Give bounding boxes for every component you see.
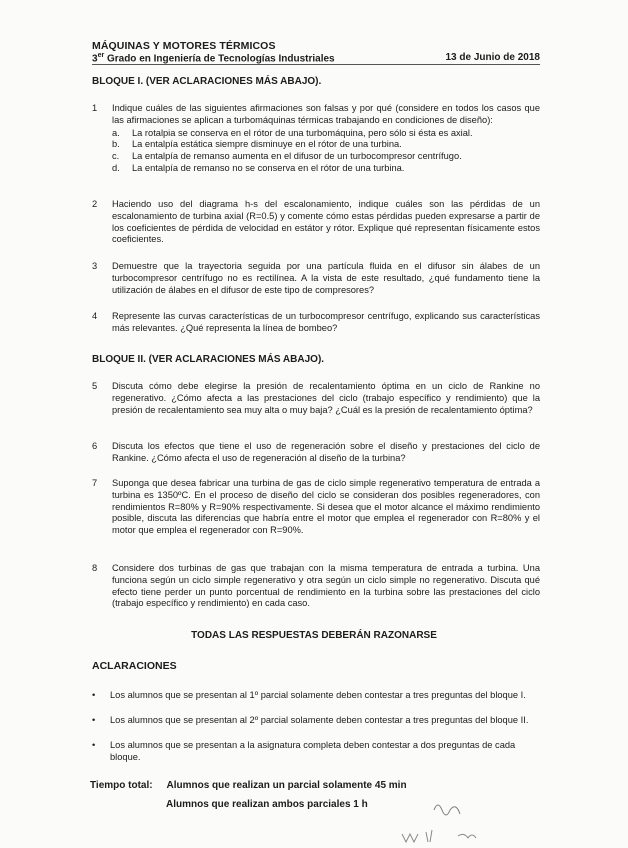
bullet-icon: • bbox=[92, 715, 96, 725]
question-text: Considere dos turbinas de gas que trabajan con la misma temperatura de entrada a turbina. Una funciona según un ciclo simple regenerativo y otra según un ciclo simple no regenerativo. Discuta qué efecto tiene perder un punto porcentual de rendimiento en la turbina sobre las prestaciones del ciclo (trabajo específico y rendimiento) en cada caso. bbox=[112, 563, 540, 609]
question-5 bbox=[92, 381, 540, 416]
total-time-label: Tiempo total: bbox=[90, 780, 153, 791]
question-3 bbox=[92, 261, 540, 296]
question-number: 1 bbox=[92, 103, 98, 113]
question-text: Haciendo uso del diagrama h-s del escalonamiento, indique cuáles son las pérdidas de un escalonamiento de turbina axial (R=0.5) y comente cómo estas pérdidas pueden expresarse a partir de los coeficientes de pérdida de velocidad en estátor y rótor. Explique qué representan físicamente estos coeficientes. bbox=[112, 199, 540, 245]
question-number: 3 bbox=[92, 261, 98, 271]
degree-name: Grado en Ingeniería de Tecnologías Industriales bbox=[104, 53, 335, 65]
question-text: Suponga que desea fabricar una turbina de gas de ciclo simple regenerativo temperatura de entrada a turbina es 1350ºC. En el proceso de diseño del ciclo se consideran dos posibles regeneradores, con rendimientos R=80% y R=90% respectivamente. Si desea que el motor alcance el máximo rendimiento posible, discuta las diferencias que habría entre el motor que emplea el regenerador con R=80% y el motor que emplea el regenerador con R=90%. bbox=[112, 478, 540, 536]
question-number: 8 bbox=[92, 563, 98, 573]
degree-line bbox=[92, 52, 335, 64]
option-a bbox=[112, 128, 540, 140]
question-2 bbox=[92, 199, 540, 246]
clarification-text: Los alumnos que se presentan al 1º parcial solamente deben contestar a tres preguntas del bloque I. bbox=[110, 690, 526, 700]
question-1-options bbox=[112, 128, 540, 175]
option-letter: a. bbox=[112, 127, 120, 138]
question-text: Discuta los efectos que tiene el uso de regeneración sobre el diseño y prestaciones del ciclo de Rankine. ¿Cómo afecta el uso de regeneración al diseño de la turbina? bbox=[112, 441, 540, 463]
question-4 bbox=[92, 311, 540, 335]
header-divider bbox=[92, 64, 540, 65]
option-letter: c. bbox=[112, 151, 120, 162]
option-d bbox=[112, 163, 540, 175]
clarification-item bbox=[92, 740, 540, 764]
option-text: La entalpía de remanso aumenta en el difusor de un turbocompresor centrífugo. bbox=[132, 151, 462, 162]
block-2-title: BLOQUE II. (VER ACLARACIONES MÁS ABAJO). bbox=[92, 354, 325, 365]
question-number: 7 bbox=[92, 478, 98, 488]
exam-date: 13 de Junio de 2018 bbox=[445, 52, 540, 63]
clarification-text: Los alumnos que se presentan al 2º parcial solamente deben contestar a tres preguntas del bloque II. bbox=[110, 715, 529, 725]
question-6 bbox=[92, 441, 540, 465]
total-time bbox=[90, 780, 407, 791]
time-single-partial: Alumnos que realizan un parcial solamente 45 min bbox=[166, 780, 407, 791]
block-1-title: BLOQUE I. (VER ACLARACIONES MÁS ABAJO). bbox=[92, 76, 322, 87]
reasoning-note: TODAS LAS RESPUESTAS DEBERÁN RAZONARSE bbox=[191, 630, 437, 641]
clarification-item bbox=[92, 690, 540, 702]
question-7 bbox=[92, 478, 540, 537]
degree-ordinal: 3 bbox=[92, 53, 98, 65]
question-text: Represente las curvas características de un turbocompresor centrífugo, explicando sus características más relevantes. ¿Qué representa la línea de bombeo? bbox=[112, 311, 540, 333]
question-number: 2 bbox=[92, 199, 98, 209]
question-text: Demuestre que la trayectoria seguida por una partícula fluida en el difusor sin álabes de un turbocompresor centrífugo no es rectilínea. A la vista de este resultado, ¿qué fundamento tiene la utilización de álabes en el difusor de este tipo de compresores? bbox=[112, 261, 540, 295]
clarification-text: Los alumnos que se presentan a la asignatura completa deben contestar a dos preguntas de cada bloque. bbox=[110, 740, 516, 762]
degree-ordinal-suffix: er bbox=[97, 52, 105, 59]
option-b bbox=[112, 139, 540, 151]
option-letter: b. bbox=[112, 139, 120, 150]
bullet-icon: • bbox=[92, 740, 96, 750]
option-text: La entalpía de remanso no se conserva en el rótor de una turbina. bbox=[132, 162, 405, 173]
question-number: 6 bbox=[92, 441, 98, 451]
handwritten-mark-icon bbox=[398, 796, 498, 846]
clarifications-title: ACLARACIONES bbox=[92, 660, 177, 672]
clarification-item bbox=[92, 715, 540, 727]
bullet-icon: • bbox=[92, 690, 96, 700]
question-8 bbox=[92, 563, 540, 610]
time-both-partials: Alumnos que realizan ambos parciales 1 h bbox=[166, 799, 368, 810]
question-number: 5 bbox=[92, 381, 98, 391]
question-text: Discuta cómo debe elegirse la presión de recalentamiento óptima en un ciclo de Rankine no regenerativo. ¿Cómo afecta a las prestaciones del ciclo (trabajo específico y rendimiento) que la presión de recalentamiento sea muy alta o muy baja? ¿Cuál es la presión de recalentamiento óptima? bbox=[112, 381, 540, 415]
option-text: La entalpía estática siempre disminuye en el rótor de una turbina. bbox=[132, 139, 402, 150]
course-title: MÁQUINAS Y MOTORES TÉRMICOS bbox=[92, 40, 276, 52]
option-text: La rotalpia se conserva en el rótor de una turbomáquina, pero sólo si ésta es axial. bbox=[132, 127, 473, 138]
question-text: Indique cuáles de las siguientes afirmaciones son falsas y por qué (considere en todos los casos que las afirmaciones se aplican a turbomáquinas térmicas trabajando en condiciones de diseño): bbox=[112, 103, 540, 125]
option-letter: d. bbox=[112, 162, 120, 173]
question-number: 4 bbox=[92, 311, 98, 321]
option-c bbox=[112, 151, 540, 163]
question-1 bbox=[92, 103, 540, 175]
